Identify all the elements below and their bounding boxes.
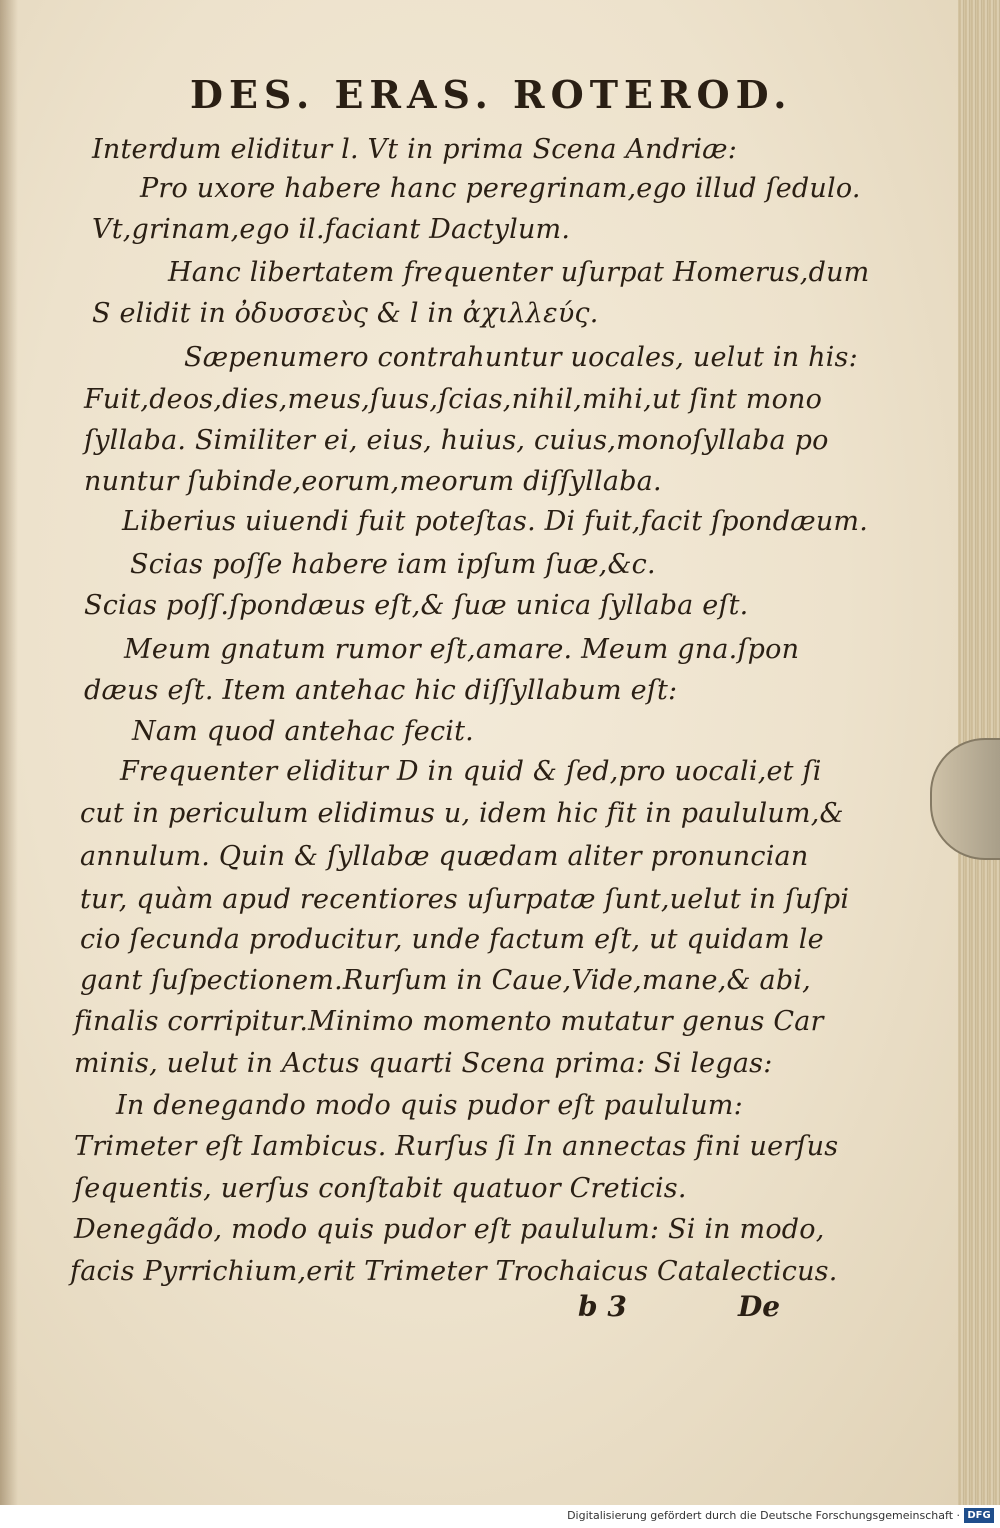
dfg-logo: DFG bbox=[964, 1508, 994, 1523]
text-line: ſequentis, uerſus conſtabit quatuor Creticis. bbox=[74, 1173, 687, 1204]
catchword: De bbox=[738, 1290, 781, 1323]
text-line: Denegãdo, modo quis pudor eſt paululum: Si in modo, bbox=[74, 1214, 825, 1245]
text-line: Vt,grinam,ego il.faciant Dactylum. bbox=[92, 214, 571, 245]
text-line: Interdum eliditur l. Vt in prima Scena Andriæ: bbox=[92, 134, 738, 165]
text-line: In denegando modo quis pudor eſt paululum: bbox=[116, 1090, 743, 1121]
text-line: tur, quàm apud recentiores uſurpatæ ſunt,uelut in ſuſpi bbox=[80, 884, 850, 915]
text-line: Trimeter eſt Iambicus. Rurſus ſi In annectas fini uerſus bbox=[74, 1131, 839, 1162]
text-line: minis, uelut in Actus quarti Scena prima: Si legas: bbox=[74, 1048, 773, 1079]
funding-credit: Digitalisierung gefördert durch die Deutsche Forschungsgemeinschaft · bbox=[567, 1509, 960, 1522]
text-line: Liberius uiuendi fuit poteſtas. Di fuit,facit ſpondæum. bbox=[122, 506, 869, 537]
text-line: Nam quod antehac fecit. bbox=[132, 716, 474, 747]
text-line: Fuit,deos,dies,meus,ſuus,ſcias,nihil,mihi,ut ſint mono bbox=[84, 384, 823, 415]
text-line: nuntur ſubinde,eorum,meorum diſſyllaba. bbox=[84, 466, 662, 497]
text-line: Scias poſſe habere iam ipſum ſuæ,&c. bbox=[130, 549, 656, 580]
signature-mark: b 3 bbox=[578, 1290, 627, 1323]
text-line: gant ſuſpectionem.Rurſum in Caue,Vide,mane,& abi, bbox=[80, 965, 811, 996]
text-line: cut in periculum elidimus u, idem hic fit in paululum,& bbox=[80, 798, 844, 829]
text-line: ſyllaba. Similiter ei, eius, huius, cuius,monoſyllaba po bbox=[84, 425, 829, 456]
text-line: annulum. Quin & ſyllabæ quædam aliter pronuncian bbox=[80, 841, 809, 872]
text-line: finalis corripitur.Minimo momento mutatur genus Car bbox=[74, 1006, 824, 1037]
text-line: cio ſecunda producitur, unde factum eſt, ut quidam le bbox=[80, 924, 824, 955]
running-header: DES. ERAS. ROTEROD. bbox=[190, 72, 793, 117]
gutter-shadow bbox=[0, 0, 18, 1505]
text-line: S elidit in ὀδυσσεὺς & l in ἀχιλλεύς. bbox=[92, 298, 599, 329]
text-line: dæus eſt. Item antehac hic diſſyllabum eſt: bbox=[84, 675, 678, 706]
text-line: Sæpenumero contrahuntur uocales, uelut in his: bbox=[184, 342, 858, 373]
text-line: Scias poſſ.ſpondæus eſt,& ſuæ unica ſyllaba eſt. bbox=[84, 590, 749, 621]
text-line: Pro uxore habere hanc peregrinam,ego illud ſedulo. bbox=[140, 173, 861, 204]
text-line: Hanc libertatem frequenter uſurpat Homerus,dum bbox=[168, 257, 870, 288]
text-line: Frequenter eliditur D in quid & ſed,pro uocali,et ſi bbox=[120, 756, 822, 787]
text-line: facis Pyrrichium,erit Trimeter Trochaicus Catalecticus. bbox=[70, 1256, 838, 1287]
text-line: Meum gnatum rumor eſt,amare. Meum gna.ſpon bbox=[124, 634, 800, 665]
